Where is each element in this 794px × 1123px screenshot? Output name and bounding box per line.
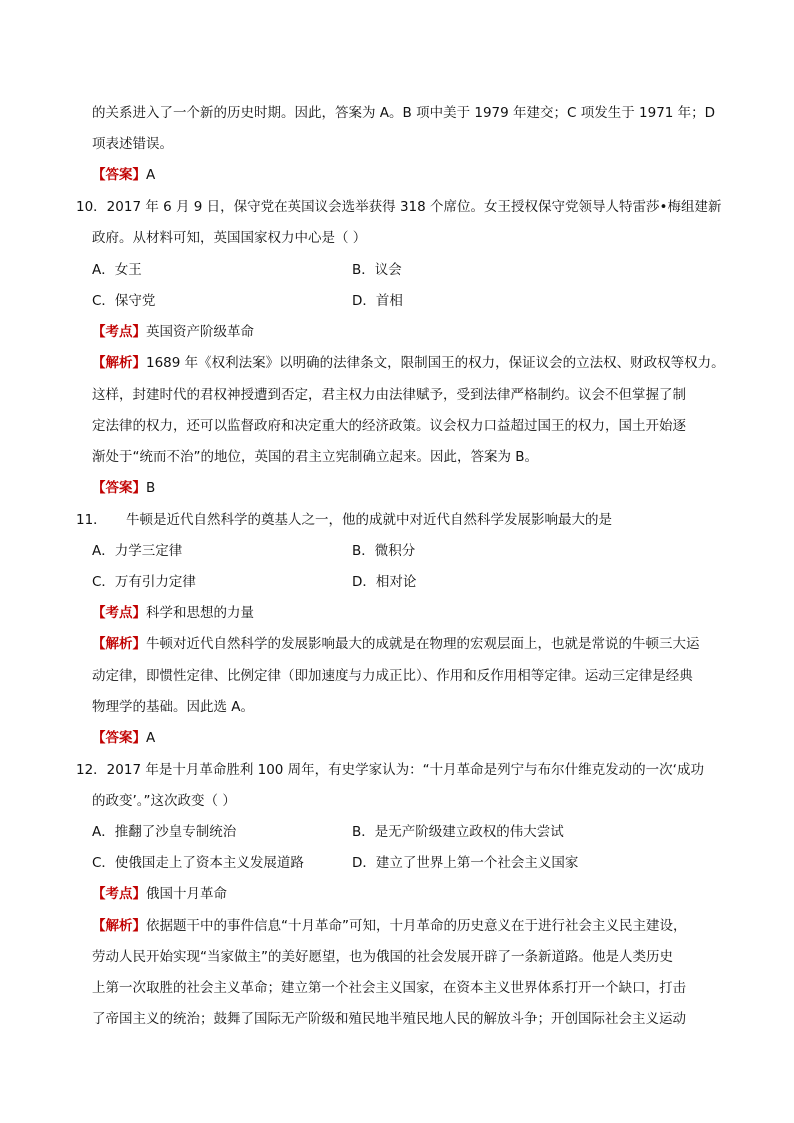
answer-value: B bbox=[146, 480, 156, 496]
q10-stem-line-2: 政府。从材料可知，英国国家权力中心是（ ） bbox=[92, 230, 367, 246]
q11-option-d: D．相对论 bbox=[352, 574, 417, 590]
q11-analysis-line-2: 动定律，即惯性定律、比例定律（即加速度与力成正比）、作用和反作用相等定律。运动三定律是经典 bbox=[92, 668, 693, 684]
answer-value: A bbox=[146, 167, 156, 183]
q12-option-b: B．是无产阶级建立政权的伟大尝试 bbox=[352, 824, 564, 840]
q11-option-b: B．微积分 bbox=[352, 543, 416, 559]
analysis-tag: 【解析】 bbox=[92, 355, 146, 371]
q12-analysis-line-4: 了帝国主义的统治；鼓舞了国际无产阶级和殖民地半殖民地人民的解放斗争；开创国际社会主义运动 bbox=[92, 1011, 686, 1027]
q12-option-c: C．使俄国走上了资本主义发展道路 bbox=[92, 855, 304, 871]
q10-option-c: C．保守党 bbox=[92, 293, 156, 309]
q10-analysis-line-2: 这样，封建时代的君权神授遭到否定，君主权力由法律赋予，受到法律严格制约。议会不但掌握了制 bbox=[92, 387, 686, 403]
answer-tag: 【答案】 bbox=[92, 167, 146, 183]
q10-analysis-line-3: 定法律的权力，还可以监督政府和决定重大的经济政策。议会权力口益超过国王的权力，国土开始逐 bbox=[92, 418, 686, 434]
answer-value: A bbox=[146, 730, 156, 746]
q12-stem-line-1: 12．2017 年是十月革命胜利 100 周年，有史学家认为：“十月革命是列宁与布尔什维克发动的一次‘成功 bbox=[76, 762, 704, 778]
q11-number: 11． bbox=[76, 512, 107, 528]
q12-point bbox=[92, 885, 227, 903]
q11-answer bbox=[92, 729, 155, 747]
answer-tag: 【答案】 bbox=[92, 480, 146, 496]
q11-option-a: A．力学三定律 bbox=[92, 543, 183, 559]
q10-option-d: D．首相 bbox=[352, 293, 403, 309]
q10-analysis-line-4: 渐处于“统而不治”的地位，英国的君主立宪制确立起来。因此，答案为 B。 bbox=[92, 449, 539, 465]
answer-tag: 【答案】 bbox=[92, 730, 146, 746]
q10-point bbox=[92, 323, 254, 341]
point-text: 英国资产阶级革命 bbox=[146, 324, 254, 340]
q12-analysis-line-3: 上第一次取胜的社会主义革命；建立第一个社会主义国家，在资本主义世界体系打开一个缺口，打击 bbox=[92, 980, 686, 996]
point-tag: 【考点】 bbox=[92, 605, 146, 621]
point-tag: 【考点】 bbox=[92, 324, 146, 340]
intro-answer bbox=[92, 166, 155, 184]
analysis-tag: 【解析】 bbox=[92, 918, 146, 934]
q12-stem-line-2: 的政变’。”这次政变（ ） bbox=[92, 793, 236, 809]
point-text: 俄国十月革命 bbox=[146, 886, 227, 902]
q11-option-c: C．万有引力定律 bbox=[92, 574, 196, 590]
intro-line-2: 项表述错误。 bbox=[92, 136, 173, 152]
q10-option-a: A．女王 bbox=[92, 262, 142, 278]
analysis-text: 牛顿对近代自然科学的发展影响最大的成就是在物理的宏观层面上，也就是常说的牛顿三大运 bbox=[146, 636, 700, 652]
intro-line-1: 的关系进入了一个新的历史时期。因此，答案为 A。B 项中美于 1979 年建交；C 项发生于 1971 年；D bbox=[92, 105, 716, 121]
analysis-text: 1689 年《权利法案》以明确的法律条文，限制国王的权力，保证议会的立法权、财政权等权力。 bbox=[146, 355, 725, 371]
analysis-tag: 【解析】 bbox=[92, 636, 146, 652]
q12-option-a: A．推翻了沙皇专制统治 bbox=[92, 824, 237, 840]
q10-analysis-line-1 bbox=[92, 354, 725, 372]
q12-option-d: D．建立了世界上第一个社会主义国家 bbox=[352, 855, 579, 871]
q11-point bbox=[92, 604, 254, 622]
q11-analysis-line-1 bbox=[92, 635, 700, 653]
point-tag: 【考点】 bbox=[92, 886, 146, 902]
q11-analysis-line-3: 物理学的基础。因此选 A。 bbox=[92, 699, 255, 715]
q10-option-b: B．议会 bbox=[352, 262, 402, 278]
analysis-text: 依据题干中的事件信息“十月革命”可知，十月革命的历史意义在于进行社会主义民主建设， bbox=[146, 918, 687, 934]
q12-analysis-line-1 bbox=[92, 917, 687, 935]
q11-stem: 牛顿是近代自然科学的奠基人之一，他的成就中对近代自然科学发展影响最大的是 bbox=[126, 512, 612, 528]
point-text: 科学和思想的力量 bbox=[146, 605, 254, 621]
q12-analysis-line-2: 劳动人民开始实现“当家做主”的美好愿望，也为俄国的社会发展开辟了一条新道路。他是人类历史 bbox=[92, 949, 673, 965]
q10-stem-line-1: 10．2017 年 6 月 9 日，保守党在英国议会选举获得 318 个席位。女王授权保守党领导人特雷莎•梅组建新 bbox=[76, 199, 722, 215]
q10-answer bbox=[92, 479, 155, 497]
